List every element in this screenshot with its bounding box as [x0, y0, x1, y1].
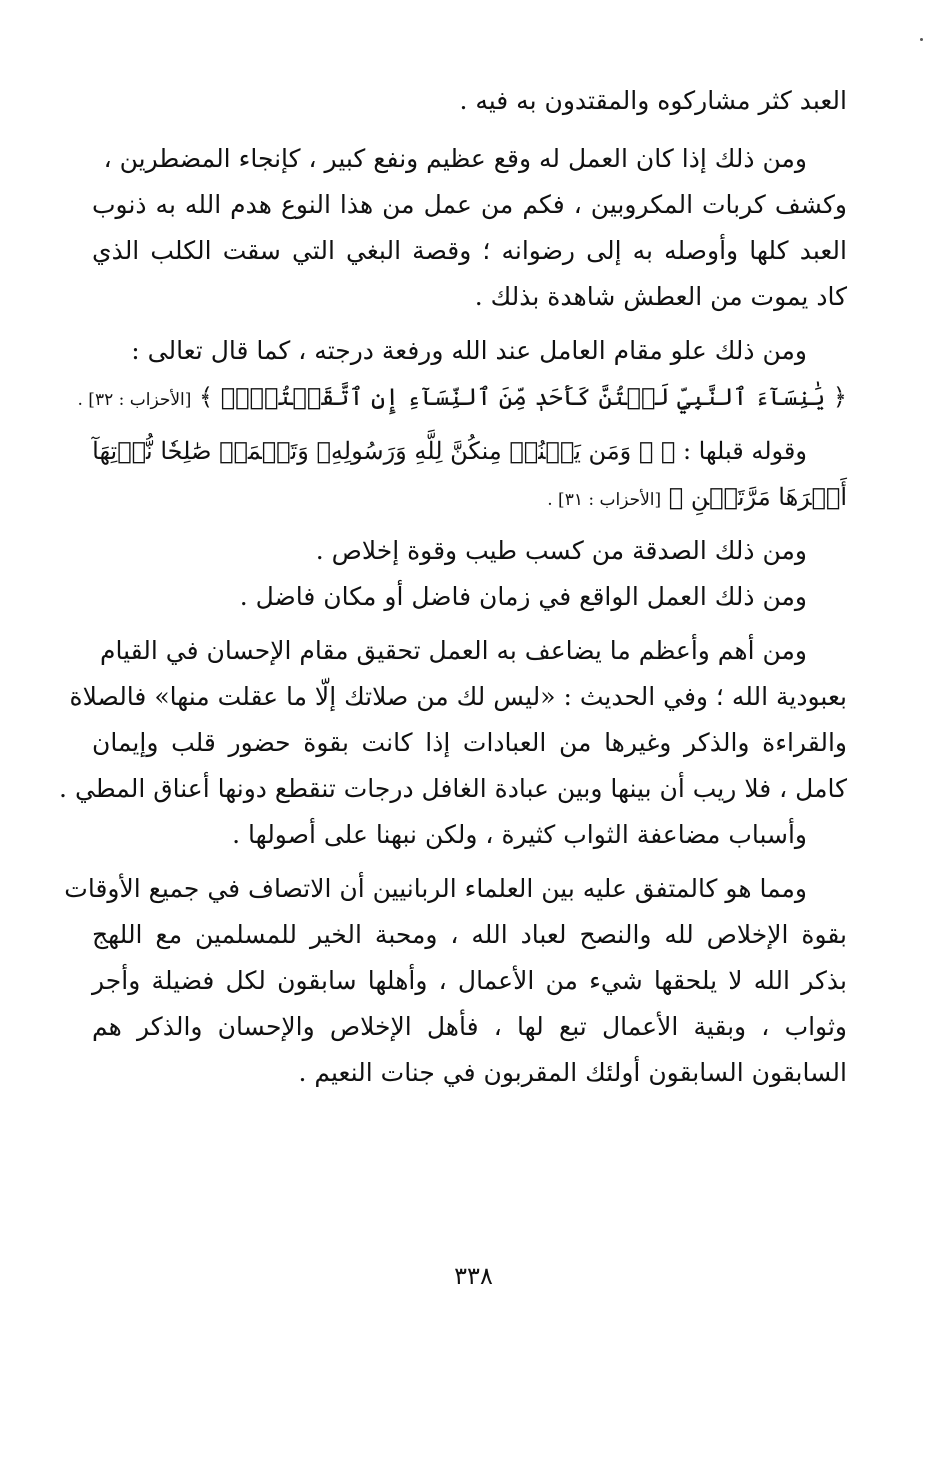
paragraph-9-line-4: وثواب ، وبقية الأعمال تبع لها ، فأهل الإخلاص والإحسان والذكر هم [92, 1012, 847, 1041]
paragraph-2-line-1: ومن ذلك إذا كان العمل له وقع عظيم ونفع كبير ، كإنجاء المضطرين ، [103, 144, 807, 173]
paragraph-9-line-3: بذكر الله لا يلحقها شيء من الأعمال ، وأهلها سابقون لكل فضيلة وأجر [92, 966, 847, 995]
paragraph-7-line-3: والقراءة والذكر وغيرها من العبادات إذا كانت بقوة حضور قلب وإيمان [92, 728, 847, 757]
paragraph-8-line-1: وأسباب مضاعفة الثواب كثيرة ، ولكن نبهنا على أصولها . [232, 820, 807, 849]
page-body-text [59, 78, 847, 1096]
quran-verse-text: ﴿ يَٰنِسَآءَ ٱلنَّبِيِّ لَسۡتُنَّ كَأَحَدٖ مِّنَ ٱلنِّسَآءِ إِنِ ٱتَّقَيۡتُنَّۚ ﴾ [199, 383, 847, 411]
paragraph-3-line-1: ومن ذلك علو مقام العامل عند الله ورفعة درجته ، كما قال تعالى : [131, 336, 807, 365]
paragraph-4-line-2 [92, 474, 847, 520]
paragraph-2-line-4: كاد يموت من العطش شاهدة بذلك . [474, 282, 847, 311]
paragraph-continuation-line: العبد كثر مشاركوه والمقتدون به فيه . [459, 86, 847, 115]
quran-verse-text: أَجۡرَهَا مَرَّتَيۡنِ ﴾ [668, 483, 847, 511]
paragraph-2-line-2: وكشف كربات المكروبين ، فكم من عمل من هذا النوع هدم الله به ذنوب [92, 190, 847, 219]
scan-speck [920, 38, 923, 41]
paragraph-9-line-2: بقوة الإخلاص لله والنصح لعباد الله ، ومحبة الخير للمسلمين مع اللهج [92, 920, 847, 949]
verse-reference: [الأحزاب : ٣٢] . [77, 390, 192, 410]
paragraph-7-line-1: ومن أهم وأعظم ما يضاعف به العمل تحقيق مقام الإحسان في القيام [99, 636, 807, 665]
paragraph-6-line-1: ومن ذلك العمل الواقع في زمان فاضل أو مكان فاضل . [239, 582, 807, 611]
paragraph-7-line-2: بعبودية الله ؛ وفي الحديث : «ليس لك من صلاتك إلّا ما عقلت منها» فالصلاة [69, 682, 847, 711]
paragraph-7-line-4: كامل ، فلا ريب أن بينها وبين عبادة الغافل درجات تنقطع دونها أعناق المطي . [59, 774, 847, 803]
quran-verse-text: ﴿ ۞ وَمَن يَقۡنُتۡ مِنكُنَّ لِلَّهِ وَرَسُولِهِۦ وَتَعۡمَلۡ صَٰلِحٗا نُّؤۡتِهَآ [92, 437, 676, 465]
verse-intro-text: وقوله قبلها : [682, 437, 807, 465]
paragraph-5-line-1: ومن ذلك الصدقة من كسب طيب وقوة إخلاص . [315, 536, 807, 565]
paragraph-9-line-1: ومما هو كالمتفق عليه بين العلماء الربانيين أن الاتصاف في جميع الأوقات [64, 874, 807, 903]
page-number: ٣٣٨ [454, 1262, 493, 1290]
verse-reference: [الأحزاب : ٣١] . [547, 490, 662, 510]
paragraph-4-line-1 [92, 428, 847, 474]
quran-verse-line [77, 374, 847, 420]
paragraph-9-line-5: السابقون السابقون أولئك المقربون في جنات النعيم . [298, 1058, 847, 1087]
paragraph-2-line-3: العبد كلها وأوصله به إلى رضوانه ؛ وقصة البغي التي سقت الكلب الذي [92, 236, 847, 265]
